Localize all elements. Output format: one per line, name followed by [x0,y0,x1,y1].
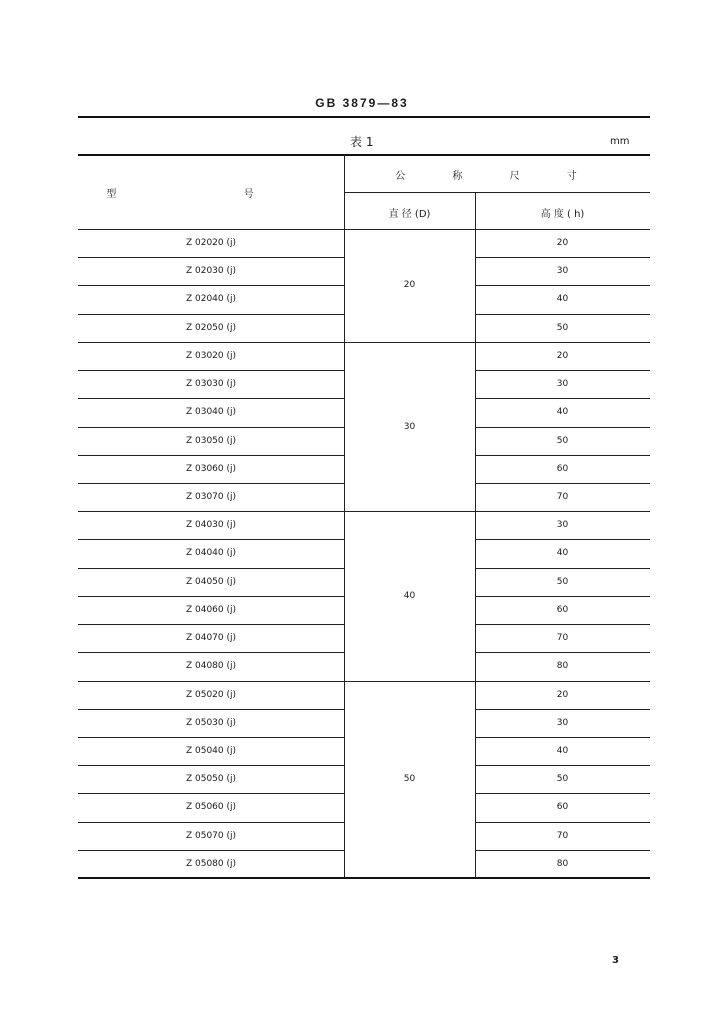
height-cell: 20 [556,238,569,248]
header-model: 型 号 [106,189,316,200]
height-cell: 70 [556,633,569,644]
model-cell: Z 03040 (j) [185,407,237,418]
dimension-table [78,154,650,878]
model-cell: Z 05030 (j) [185,717,237,728]
height-cell: 40 [556,407,569,418]
height-cell: 70 [556,491,569,502]
model-cell: Z 05050 (j) [185,774,237,785]
height-cell: 30 [556,520,569,531]
diameter-cell: 20 [403,280,416,291]
height-cell: 40 [556,745,569,756]
table-unit: mm [610,136,630,147]
table-top-border [78,154,650,156]
height-cell: 50 [556,322,569,333]
model-cell: Z 05060 (j) [185,802,237,813]
model-cell: Z 03020 (j) [185,350,237,361]
table-bottom-border [78,877,650,879]
height-cell: 80 [556,858,569,869]
model-cell: Z 03060 (j) [185,463,237,474]
height-cell: 50 [556,576,569,587]
model-cell: Z 03070 (j) [185,491,237,502]
model-cell: Z 02050 (j) [185,322,237,333]
height-cell: 30 [556,266,569,277]
height-cell: 20 [556,689,569,700]
model-cell: Z 04070 (j) [185,633,237,644]
height-cell: 30 [556,717,569,728]
model-cell: Z 05020 (j) [185,689,237,700]
height-cell: 70 [556,830,569,841]
model-cell: Z 04060 (j) [185,604,237,615]
height-cell: 80 [556,661,569,672]
top-rule [78,116,650,118]
header-height: 高 度 ( h) [540,209,585,220]
standard-header: GB 3879—83 [315,96,409,110]
diameter-cell: 50 [403,774,416,785]
height-cell: 60 [556,604,569,615]
model-cell: Z 02030 (j) [185,266,237,277]
height-cell: 60 [556,463,569,474]
height-cell: 20 [556,350,569,361]
header-nominal-size: 公 称 尺 寸 [395,171,599,182]
diameter-cell: 30 [403,421,416,432]
height-cell: 30 [556,379,569,390]
model-cell: Z 05040 (j) [185,745,237,756]
header-diameter: 直 径 (D) [388,209,431,220]
model-cell: Z 04080 (j) [185,661,237,672]
model-cell: Z 04040 (j) [185,548,237,559]
nominal-divider [344,192,650,193]
model-cell: Z 03050 (j) [185,435,237,446]
model-cell: Z 02020 (j) [185,238,237,248]
height-cell: 40 [556,548,569,559]
height-cell: 50 [556,774,569,785]
model-cell: Z 04030 (j) [185,520,237,531]
height-cell: 60 [556,802,569,813]
diameter-cell: 40 [403,590,416,601]
model-cell: Z 03030 (j) [185,379,237,390]
height-cell: 40 [556,294,569,305]
table-caption: 表 1 [350,135,374,149]
model-cell: Z 05080 (j) [185,858,237,869]
height-cell: 50 [556,435,569,446]
page-number: 3 [612,955,619,966]
model-cell: Z 05070 (j) [185,830,237,841]
model-cell: Z 04050 (j) [185,576,237,587]
model-cell: Z 02040 (j) [185,294,237,305]
